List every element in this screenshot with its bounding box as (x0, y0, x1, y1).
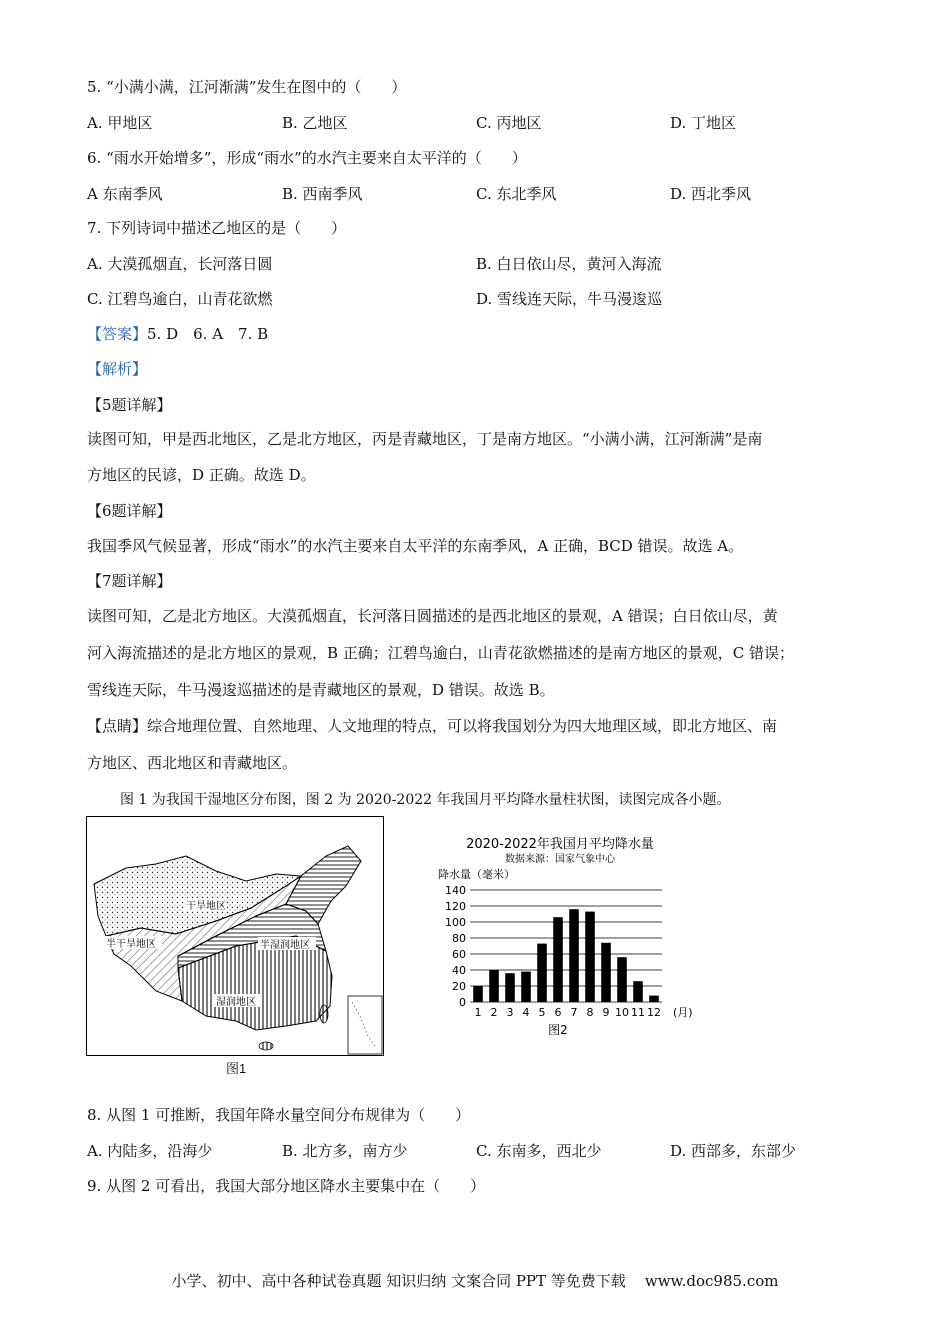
bar-month-11 (633, 981, 643, 1002)
chart-subtitle: 数据来源：国家气象中心 (505, 854, 615, 865)
q8-option-b: B. 北方多，南方少 (282, 1142, 408, 1160)
detail-6-title: 【6题详解】 (87, 502, 172, 520)
x-tick-labels (475, 1006, 662, 1019)
detail-5-line-1: 读图可知，甲是西北地区，乙是北方地区，丙是青藏地区，丁是南方地区。“小满小满，江河渐满”是南 (87, 430, 763, 448)
chart-bars (473, 909, 659, 1002)
precipitation-bar-chart (430, 828, 720, 1050)
south-sea-inset (348, 996, 382, 1054)
bar-month-1 (473, 986, 483, 1002)
y-tick-label: 0 (459, 996, 466, 1009)
detail-7-title: 【7题详解】 (87, 572, 172, 590)
semi-arid-label: 半干旱地区 (106, 939, 156, 950)
analysis-label: 【解析】 (87, 360, 148, 378)
bar-month-8 (585, 912, 595, 1002)
y-axis-label: 降水量（毫米） (438, 868, 515, 881)
q9-stem: 9. 从图 2 可看出，我国大部分地区降水主要集中在（ ） (87, 1177, 486, 1195)
q6-option-b: B. 西南季风 (282, 185, 363, 203)
detail-7-line-1: 读图可知，乙是北方地区。大漠孤烟直，长河落日圆描述的是西北地区的景观，A 错误；白日依山尽，黄 (87, 607, 778, 625)
q8-option-c: C. 东南多，西北少 (476, 1142, 602, 1160)
bar-month-9 (601, 943, 611, 1002)
hainan-island (259, 1042, 273, 1050)
q7-option-c: C. 江碧鸟逾白，山青花欲燃 (87, 290, 273, 308)
tip-line-1 (87, 715, 777, 736)
humid-label: 湿润地区 (216, 997, 256, 1008)
q8-option-d: D. 西部多，东部少 (670, 1142, 797, 1160)
q5-option-b: B. 乙地区 (282, 114, 348, 132)
q6-option-a: A 东南季风 (87, 185, 163, 203)
footer-text: 小学、初中、高中各种试卷真题 知识归纳 文案合同 PPT 等免费下载 (171, 1272, 626, 1290)
detail-7-line-3: 雪线连天际，牛马漫逡巡描述的是青藏地区的景观，D 错误。故选 B。 (87, 681, 555, 699)
detail-7-line-2: 河入海流描述的是北方地区的景观，B 正确；江碧鸟逾白，山青花欲燃描述的是南方地区的景观，C 错误； (87, 644, 795, 662)
detail-6-line-1: 我国季风气候显著，形成“雨水”的水汽主要来自太平洋的东南季风，A 正确，BCD 错误。故选 A。 (87, 537, 744, 555)
chart-title: 2020-2022年我国月平均降水量 (466, 837, 654, 852)
q7-option-d: D. 雪线连天际，牛马漫逡巡 (476, 290, 663, 308)
chart-caption: 图2 (548, 1023, 568, 1037)
y-tick-label: 20 (452, 980, 466, 993)
x-tick-label: 10 (615, 1006, 629, 1019)
detail-5-title: 【5题详解】 (87, 396, 172, 414)
q5-option-c: C. 丙地区 (476, 114, 542, 132)
q5-option-d: D. 丁地区 (670, 114, 737, 132)
figure-intro: 图 1 为我国干湿地区分布图，图 2 为 2020-2022 年我国月平均降水量柱状图，读图完成各小题。 (120, 792, 731, 808)
tip-text-1: 综合地理位置、自然地理、人文地理的特点，可以将我国划分为四大地理区域，即北方地区、南 (147, 717, 778, 735)
answer-label: 【答案】 (87, 325, 148, 343)
x-tick-label: 1 (474, 1006, 482, 1019)
q8-stem: 8. 从图 1 可推断，我国年降水量空间分布规律为（ ） (87, 1106, 471, 1124)
bar-month-6 (553, 917, 563, 1002)
x-tick-label: 5 (538, 1006, 546, 1019)
x-axis-unit: (月) (673, 1006, 693, 1019)
arid-label: 干旱地区 (186, 901, 226, 912)
answer-line (87, 323, 268, 344)
taiwan-island (320, 1005, 328, 1023)
answer-text: 5. D 6. A 7. B (147, 325, 269, 343)
q7-stem: 7. 下列诗词中描述乙地区的是（ ） (87, 219, 347, 237)
x-tick-label: 11 (631, 1006, 645, 1019)
q6-stem: 6. “雨水开始增多”，形成“雨水”的水汽主要来自太平洋的（ ） (87, 149, 527, 167)
q6-option-c: C. 东北季风 (476, 185, 557, 203)
y-tick-label: 120 (445, 900, 466, 913)
q7-option-b: B. 白日依山尽，黄河入海流 (476, 255, 662, 273)
footer-url[interactable]: www.doc985.com (644, 1272, 779, 1290)
x-tick-label: 4 (522, 1006, 530, 1019)
y-tick-label: 140 (445, 884, 466, 897)
semi-humid-label: 半湿润地区 (260, 940, 310, 951)
dry-wet-map (86, 816, 384, 1056)
y-tick-label: 80 (452, 932, 466, 945)
q5-option-a: A. 甲地区 (87, 114, 153, 132)
x-tick-label: 7 (570, 1006, 578, 1019)
x-tick-label: 6 (554, 1006, 562, 1019)
bar-month-10 (617, 957, 627, 1002)
q5-stem: 5. “小满小满，江河渐满”发生在图中的（ ） (87, 78, 407, 96)
detail-5-line-2: 方地区的民谚，D 正确。故选 D。 (87, 466, 316, 484)
y-tick-label: 40 (452, 964, 466, 977)
x-tick-label: 9 (602, 1006, 610, 1019)
x-tick-label: 8 (586, 1006, 594, 1019)
page-footer (0, 1270, 950, 1291)
bar-month-12 (649, 996, 659, 1002)
x-tick-label: 12 (647, 1006, 661, 1019)
bar-month-5 (537, 944, 547, 1002)
q8-option-a: A. 内陆多，沿海少 (87, 1142, 213, 1160)
y-tick-label: 60 (452, 948, 466, 961)
bar-month-4 (521, 972, 531, 1002)
map-caption: 图1 (226, 1061, 247, 1076)
q6-option-d: D. 西北季风 (670, 185, 752, 203)
q7-option-a: A. 大漠孤烟直，长河落日圆 (87, 255, 273, 273)
bar-month-2 (489, 970, 499, 1002)
tip-line-2: 方地区、西北地区和青藏地区。 (87, 754, 298, 772)
bar-month-3 (505, 973, 515, 1002)
x-tick-label: 3 (506, 1006, 514, 1019)
x-tick-label: 2 (490, 1006, 498, 1019)
y-tick-label: 100 (445, 916, 466, 929)
bar-month-7 (569, 909, 579, 1002)
tip-label: 【点睛】 (87, 717, 148, 735)
